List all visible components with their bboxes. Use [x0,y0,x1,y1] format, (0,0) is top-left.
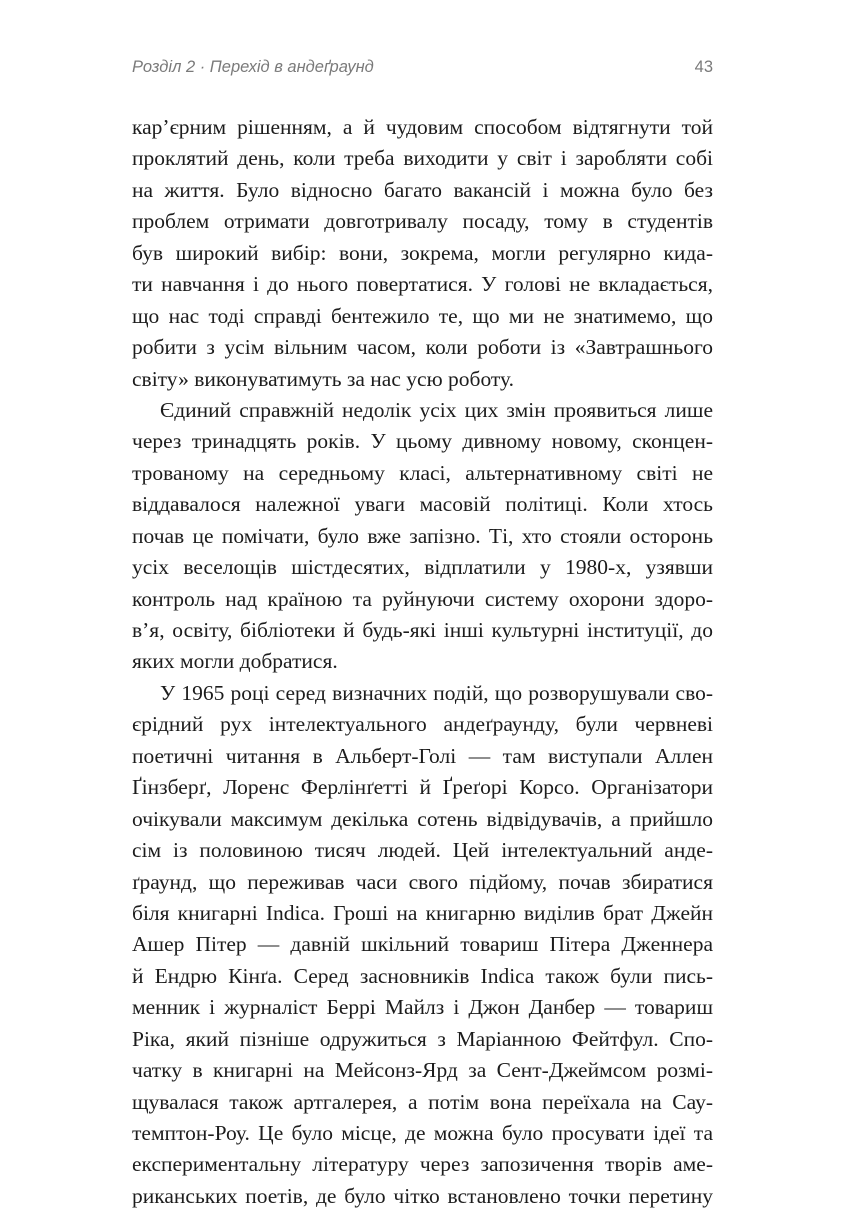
text-line: через тринадцять років. У цьому дивному новому, сконцен- [132,429,713,454]
text-line: світу» виконуватимуть за нас усю роботу. [132,366,514,391]
text-line: У 1965 році серед визначних подій, що розворушували сво- [160,680,713,705]
text-line: сім із половиною тисяч людей. Цей інтелектуальний анде- [132,838,713,863]
text-line: Ґінзберґ, Лоренс Ферлінґетті й Ґреґорі Корсо. Організатори [132,775,713,800]
text-line: віддавалося належної уваги масовій політиці. Коли хтось [132,492,713,517]
text-line: Єдиний справжній недолік усіх цих змін проявиться лише [160,397,713,422]
text-line: на життя. Було відносно багато вакансій і можна було без [132,177,713,202]
text-line: експериментальну літературу через запозичення творів аме- [132,1152,713,1177]
text-line: почав це помічати, було вже запізно. Ті, хто стояли осторонь [132,523,713,548]
text-line: щувалася також артгалерея, а потім вона переїхала на Сау- [132,1089,713,1114]
text-line: єрідний рух інтелектуального андеґраунду, були червневі [132,712,713,737]
text-line: усіх веселощів шістдесятих, відплатили у 1980-х, узявши [132,555,713,580]
text-line: проблем отримати довготривалу посаду, тому в студентів [132,209,713,234]
text-line: контроль над країною та руйнуючи систему охорони здоро- [132,586,713,611]
text-line: трованому на середньому класі, альтернативному світі не [132,460,713,485]
paragraph [132,112,713,395]
text-line: робити з усім вільним часом, коли роботи із «Завтрашнього [132,335,713,360]
text-line: Ашер Пітер — давній шкільний товариш Пітера Дженнера [132,932,713,957]
text-line: в’я, освіту, бібліотеки й будь-які інші культурні інституції, до [132,618,713,642]
text-line: ти навчання і до нього повертатися. У голові не вкладається, [132,272,713,297]
text-line: риканських поетів, де було чітко встановлено точки перетину [132,1183,713,1208]
running-header [132,58,713,84]
page-number: 43 [694,58,713,76]
text-line: очікували максимум декілька сотень відвідувачів, а прийшло [132,806,713,831]
page-body [132,112,713,1212]
text-line: проклятий день, коли треба виходити у світ і заробляти собі [132,146,713,171]
text-line: біля книгарні Indica. Гроші на книгарню виділив брат Джейн [132,900,713,925]
paragraph [132,395,713,678]
running-title: Розділ 2 · Перехід в андеґраунд [132,58,374,76]
paragraph [132,678,713,1212]
text-line: Ріка, який пізніше одружиться з Маріанною Фейтфул. Спо- [132,1026,713,1051]
text-line: кар’єрним рішенням, а й чудовим способом відтягнути той [132,115,713,139]
text-line: чатку в книгарні на Мейсонз-Ярд за Сент-Джеймсом розмі- [132,1058,713,1083]
text-line: поетичні читання в Альберт-Голі — там виступали Аллен [132,743,713,768]
text-line: яких могли добратися. [132,649,338,674]
text-line: темптон-Роу. Це було місце, де можна було просувати ідеї та [132,1121,713,1145]
text-line: був широкий вибір: вони, зокрема, могли регулярно кида- [132,240,713,265]
text-line: що нас тоді справді бентежило те, що ми не знатимемо, що [132,303,713,328]
text-line: менник і журналіст Беррі Майлз і Джон Данбер — товариш [132,995,713,1020]
text-line: й Ендрю Кінґа. Серед засновників Indica також були пись- [132,963,713,988]
text-line: ґраунд, що переживав часи свого підйому, почав збиратися [132,869,713,894]
